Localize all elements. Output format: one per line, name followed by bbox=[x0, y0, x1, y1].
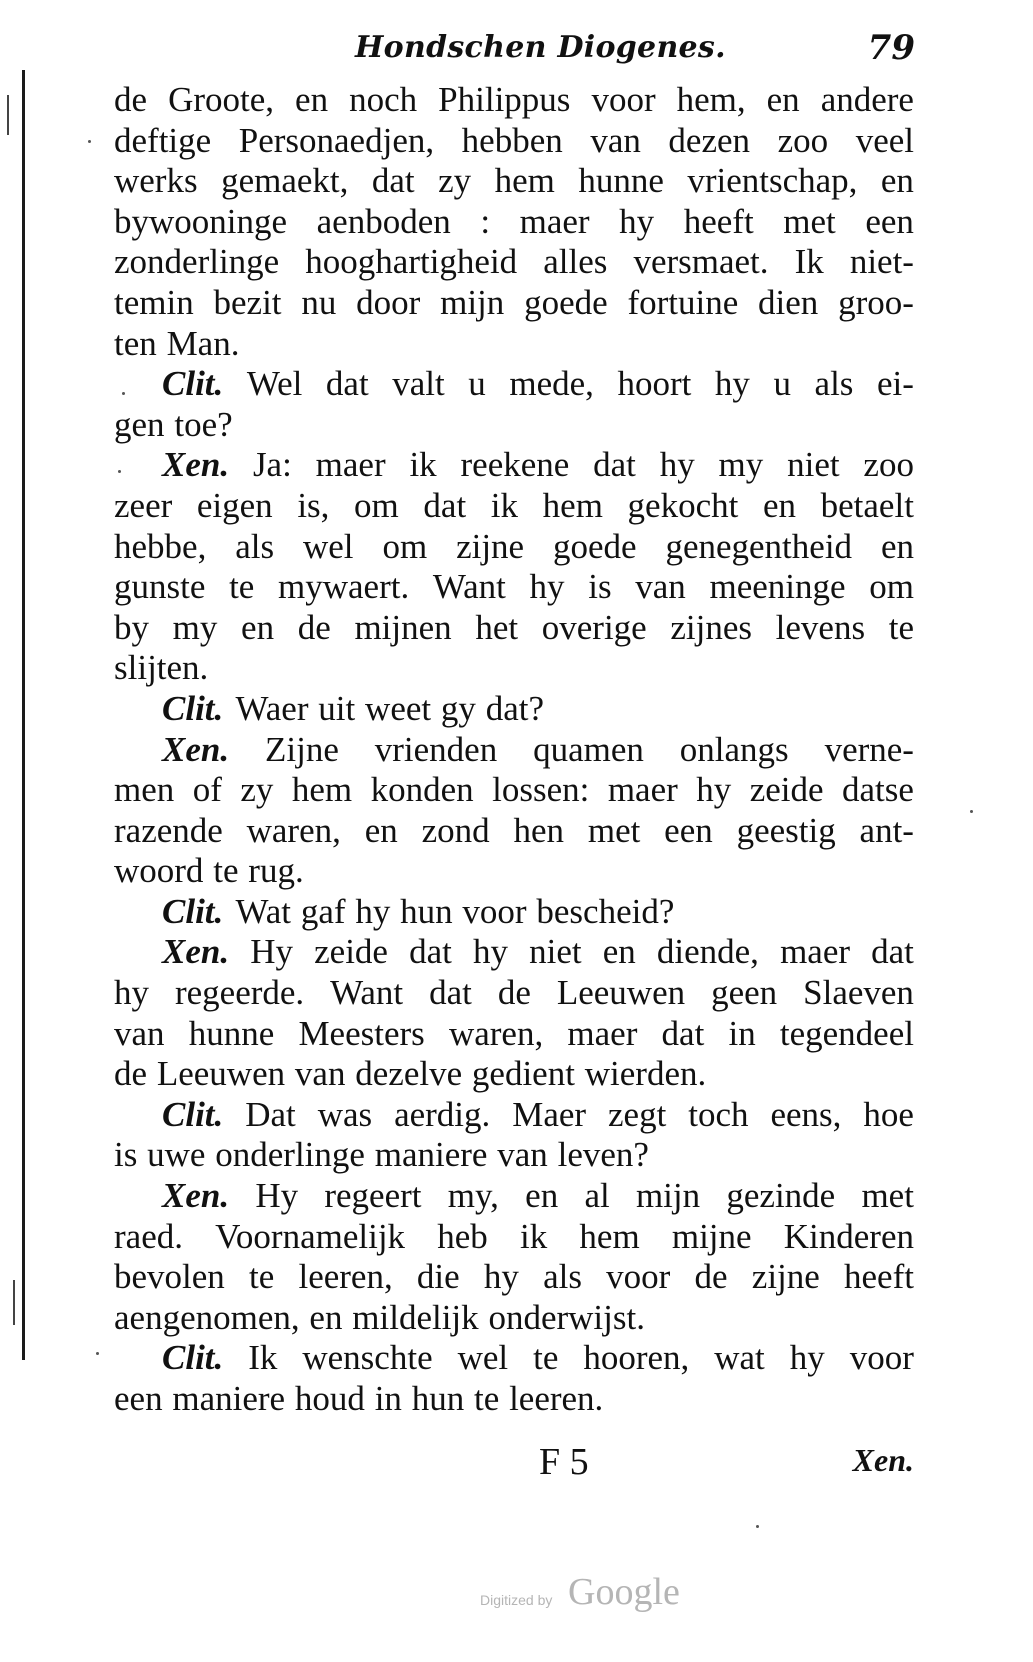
word: gen bbox=[114, 404, 165, 444]
word: Philippus bbox=[438, 80, 571, 119]
word: van bbox=[294, 1054, 346, 1094]
watermark-brand: Google bbox=[568, 1571, 680, 1613]
word: zeer bbox=[114, 485, 173, 525]
word: om bbox=[869, 567, 914, 607]
word: maer bbox=[607, 770, 678, 810]
word: een bbox=[114, 1379, 163, 1418]
speaker-label: Clit. bbox=[162, 891, 224, 931]
word: hunne bbox=[188, 1013, 275, 1053]
word: hy bbox=[696, 770, 732, 810]
word: ik bbox=[519, 1216, 548, 1256]
word: of bbox=[192, 770, 222, 810]
word: zeide bbox=[749, 770, 824, 810]
word: fortuine bbox=[627, 282, 739, 322]
speaker-label: Clit. bbox=[162, 364, 224, 404]
word: hy bbox=[114, 973, 149, 1013]
word: Dat bbox=[245, 1094, 296, 1134]
print-speck bbox=[122, 392, 125, 395]
word: de bbox=[297, 607, 331, 647]
word: geen bbox=[711, 973, 778, 1013]
word: valt bbox=[392, 364, 445, 404]
word: maer bbox=[519, 201, 590, 241]
word: leven? bbox=[557, 1135, 649, 1175]
word: onlangs bbox=[679, 729, 789, 769]
word: wat bbox=[714, 1338, 765, 1378]
word: met bbox=[861, 1176, 914, 1216]
word: Hy bbox=[250, 932, 294, 972]
word: niet bbox=[529, 932, 582, 972]
word: in bbox=[728, 1013, 756, 1053]
word: maniere bbox=[172, 1379, 286, 1418]
word: voor bbox=[606, 1257, 671, 1297]
word: gunste bbox=[114, 567, 206, 607]
word: tegendeel bbox=[779, 1013, 914, 1053]
word: met bbox=[783, 201, 836, 241]
word: een bbox=[865, 201, 914, 241]
word: mywaert. bbox=[278, 567, 410, 607]
word: voor bbox=[591, 80, 656, 119]
word: hebben bbox=[461, 120, 563, 160]
word: het bbox=[475, 607, 519, 647]
word: van bbox=[497, 1135, 548, 1175]
word: en bbox=[880, 161, 914, 201]
word: dezen bbox=[668, 120, 751, 160]
word: overige bbox=[541, 607, 647, 647]
word: en bbox=[602, 932, 636, 972]
word: weet bbox=[365, 688, 432, 728]
word: groo- bbox=[838, 282, 914, 322]
word: maer bbox=[315, 445, 386, 485]
text-line bbox=[114, 811, 914, 852]
word: Meesters bbox=[298, 1013, 425, 1053]
word: als bbox=[235, 526, 275, 566]
word: leeren, bbox=[298, 1257, 393, 1297]
word: razende bbox=[114, 810, 223, 850]
page-number: 79 bbox=[867, 28, 915, 68]
text-line bbox=[114, 80, 914, 121]
word: mildelijk bbox=[352, 1297, 479, 1337]
word: heeft bbox=[844, 1257, 914, 1297]
word: dezelve bbox=[355, 1054, 463, 1094]
word: Waer bbox=[235, 688, 309, 728]
word: betaelt bbox=[820, 485, 914, 525]
word: hooren, bbox=[583, 1338, 690, 1378]
text-line bbox=[114, 1135, 914, 1176]
word: hem bbox=[542, 485, 603, 525]
text-line bbox=[114, 689, 914, 730]
word: ik bbox=[490, 485, 519, 525]
word: dat bbox=[429, 973, 472, 1013]
word: een bbox=[664, 810, 713, 850]
word: Groote, bbox=[168, 80, 275, 119]
word: verne- bbox=[824, 729, 914, 769]
word: is, bbox=[297, 485, 330, 525]
text-line bbox=[114, 486, 914, 527]
speaker-label: Xen. bbox=[162, 932, 230, 972]
word: hy bbox=[789, 1338, 825, 1378]
word: vrientschap, bbox=[687, 161, 858, 201]
word: Want bbox=[432, 567, 506, 607]
word: en bbox=[766, 80, 800, 119]
word: my bbox=[718, 445, 764, 485]
word: te bbox=[533, 1338, 559, 1378]
word: Wel bbox=[246, 364, 303, 404]
word: hun bbox=[411, 1379, 465, 1418]
word: Wat bbox=[235, 891, 292, 931]
word: in bbox=[374, 1379, 402, 1418]
word: versmaet. bbox=[633, 242, 769, 282]
word: de bbox=[694, 1257, 728, 1297]
word: raed. bbox=[114, 1216, 183, 1256]
word: leeren. bbox=[509, 1379, 604, 1418]
word: de bbox=[497, 973, 531, 1013]
word: de bbox=[114, 1054, 148, 1094]
word: van bbox=[590, 120, 641, 160]
word: Maer bbox=[512, 1094, 587, 1134]
word: eens, bbox=[770, 1094, 842, 1134]
word: werks bbox=[114, 161, 198, 201]
word: hy bbox=[659, 445, 695, 485]
text-line bbox=[114, 445, 914, 486]
word: te bbox=[213, 851, 239, 891]
word: zoo bbox=[777, 120, 829, 160]
word: vrienden bbox=[374, 729, 498, 769]
word: u bbox=[468, 364, 486, 404]
word: om bbox=[354, 485, 399, 525]
word: zijne bbox=[456, 526, 525, 566]
word: zeide bbox=[314, 932, 388, 972]
body-text bbox=[114, 80, 914, 1420]
word: is bbox=[114, 1135, 138, 1175]
word: van bbox=[635, 567, 686, 607]
word: toch bbox=[688, 1094, 749, 1134]
word: wenschte bbox=[302, 1338, 433, 1378]
word: ant- bbox=[859, 810, 914, 850]
text-line bbox=[114, 283, 914, 324]
word: dat bbox=[371, 161, 415, 201]
word: Zijne bbox=[265, 729, 339, 769]
text-line bbox=[114, 202, 914, 243]
word: die bbox=[416, 1257, 460, 1297]
word: rug. bbox=[248, 851, 304, 891]
word: bescheid? bbox=[536, 891, 675, 931]
speaker-label: Clit. bbox=[162, 1338, 224, 1378]
word: regeert bbox=[324, 1176, 422, 1216]
word: eigen bbox=[196, 485, 273, 525]
text-line bbox=[114, 242, 914, 283]
word: : bbox=[480, 201, 491, 241]
word: ei- bbox=[876, 364, 914, 404]
text-line bbox=[114, 121, 914, 162]
word: zijne bbox=[751, 1257, 820, 1297]
watermark-prefix: Digitized by bbox=[480, 1592, 553, 1608]
page-header bbox=[355, 22, 915, 76]
word: reekene bbox=[460, 445, 570, 485]
word: goede bbox=[552, 526, 637, 566]
print-speck bbox=[118, 470, 121, 473]
word: slijten. bbox=[114, 648, 209, 688]
word: hunne bbox=[578, 161, 664, 201]
word: deftige bbox=[114, 120, 212, 160]
word: lossen: bbox=[492, 770, 590, 810]
word: quamen bbox=[533, 729, 644, 769]
word: was bbox=[317, 1094, 373, 1134]
page-edge-mark bbox=[7, 95, 9, 135]
word: hy bbox=[472, 932, 508, 972]
word: en bbox=[241, 607, 275, 647]
text-line bbox=[114, 1217, 914, 1258]
speaker-label: Xen. bbox=[162, 729, 230, 769]
word: noch bbox=[349, 80, 418, 119]
word: hem, bbox=[676, 80, 746, 119]
word: bezit bbox=[213, 282, 282, 322]
word: niet bbox=[787, 445, 840, 485]
word: voor bbox=[849, 1338, 914, 1378]
word: mede, bbox=[509, 364, 594, 404]
word: aerdig. bbox=[394, 1094, 491, 1134]
word: mijn bbox=[635, 1176, 701, 1216]
text-line bbox=[114, 932, 914, 973]
signature-mark: F 5 bbox=[539, 1441, 589, 1483]
print-speck bbox=[88, 140, 91, 143]
text-line bbox=[114, 608, 914, 649]
text-line bbox=[114, 770, 914, 811]
word: dat bbox=[423, 485, 467, 525]
word: gekocht bbox=[627, 485, 739, 525]
word: dat bbox=[661, 1013, 705, 1053]
word: Hy bbox=[255, 1176, 299, 1216]
word: by bbox=[114, 607, 149, 647]
word: gaf bbox=[300, 891, 346, 931]
word: niet- bbox=[849, 242, 914, 282]
word: my, bbox=[447, 1176, 499, 1216]
word: van bbox=[114, 1013, 165, 1053]
word: regeerde. bbox=[174, 973, 305, 1013]
text-line bbox=[114, 973, 914, 1014]
word: andere bbox=[820, 80, 914, 119]
word: nu bbox=[301, 282, 337, 322]
word: dat? bbox=[485, 688, 545, 728]
word: en bbox=[364, 810, 398, 850]
word: temin bbox=[114, 282, 194, 322]
word: hen bbox=[513, 810, 565, 850]
word: dat bbox=[325, 364, 369, 404]
word: wierden. bbox=[584, 1054, 707, 1094]
word: geestig bbox=[736, 810, 836, 850]
word: houd bbox=[294, 1379, 365, 1418]
word: mijnen bbox=[354, 607, 452, 647]
word: te bbox=[888, 607, 914, 647]
text-line bbox=[114, 1379, 914, 1420]
word: aengenomen, bbox=[114, 1297, 300, 1337]
word: hoe bbox=[863, 1094, 914, 1134]
word: en bbox=[762, 485, 797, 525]
word: te bbox=[249, 1257, 275, 1297]
word: en bbox=[880, 526, 914, 566]
word: gedient bbox=[471, 1054, 575, 1094]
word: zijnes bbox=[670, 607, 752, 647]
word: Want bbox=[330, 973, 404, 1013]
word: Leeuwen bbox=[156, 1054, 286, 1094]
word: hooghartigheid bbox=[305, 242, 518, 282]
word: bevolen bbox=[114, 1257, 225, 1297]
word: dat bbox=[871, 932, 914, 972]
word: bywooninge bbox=[114, 201, 288, 241]
word: hy bbox=[619, 201, 655, 241]
speaker-label: Xen. bbox=[162, 1176, 230, 1216]
word: te bbox=[474, 1379, 500, 1418]
word: Ik bbox=[794, 242, 824, 282]
word: is bbox=[588, 567, 612, 607]
word: zoo bbox=[863, 445, 914, 485]
word: hebbe, bbox=[114, 526, 207, 566]
word: wel bbox=[457, 1338, 509, 1378]
word: door bbox=[356, 282, 421, 322]
word: dat bbox=[593, 445, 636, 485]
text-line bbox=[114, 324, 914, 365]
text-line bbox=[114, 892, 914, 933]
text-line bbox=[114, 364, 914, 405]
word: aenboden bbox=[316, 201, 451, 241]
word: zy bbox=[240, 770, 274, 810]
word: uwe bbox=[147, 1135, 206, 1175]
word: my bbox=[172, 607, 218, 647]
word: zond bbox=[421, 810, 490, 850]
word: gy bbox=[440, 688, 476, 728]
word: voor bbox=[462, 891, 527, 931]
word: en bbox=[295, 80, 329, 119]
word: als bbox=[543, 1257, 582, 1297]
word: diende, bbox=[656, 932, 759, 972]
word: gezinde bbox=[726, 1176, 836, 1216]
word: zegt bbox=[608, 1094, 667, 1134]
text-line bbox=[114, 1257, 914, 1298]
word: hy bbox=[483, 1257, 519, 1297]
word: hoort bbox=[617, 364, 692, 404]
print-speck bbox=[96, 1352, 99, 1355]
text-line bbox=[114, 851, 914, 892]
word: woord bbox=[114, 851, 204, 891]
text-line bbox=[114, 730, 914, 771]
word: hy bbox=[714, 364, 750, 404]
word: toe? bbox=[174, 404, 233, 444]
word: alles bbox=[543, 242, 608, 282]
word: onderwijst. bbox=[488, 1297, 645, 1337]
print-speck bbox=[756, 1525, 759, 1528]
page-edge-shadow bbox=[22, 70, 25, 1360]
word: zonderlinge bbox=[114, 242, 280, 282]
word: hy bbox=[355, 891, 391, 931]
page-edge-mark bbox=[13, 1280, 15, 1325]
word: ten bbox=[114, 323, 157, 363]
text-line bbox=[114, 1298, 914, 1339]
text-line bbox=[114, 1338, 914, 1379]
text-line bbox=[114, 527, 914, 568]
word: Personaedjen, bbox=[238, 120, 435, 160]
word: Leeuwen bbox=[556, 973, 686, 1013]
word: onderlinge bbox=[215, 1135, 365, 1175]
word: maer bbox=[567, 1013, 638, 1053]
word: mijn bbox=[440, 282, 505, 322]
text-line bbox=[114, 1176, 914, 1217]
word: Slaeven bbox=[803, 973, 914, 1013]
text-line bbox=[114, 567, 914, 608]
word: datse bbox=[842, 770, 914, 810]
word: veel bbox=[855, 120, 914, 160]
word: konden bbox=[370, 770, 474, 810]
word: als bbox=[814, 364, 854, 404]
word: Man. bbox=[166, 323, 240, 363]
word: al bbox=[584, 1176, 610, 1216]
word: wel bbox=[303, 526, 354, 566]
word: hun bbox=[400, 891, 453, 931]
word: waren, bbox=[246, 810, 341, 850]
text-line bbox=[114, 1054, 914, 1095]
digitization-watermark bbox=[480, 1570, 720, 1620]
word: met bbox=[587, 810, 641, 850]
word: hy bbox=[529, 567, 565, 607]
word: hem bbox=[494, 161, 555, 201]
word: Ja: bbox=[252, 445, 292, 485]
catchword: Xen. bbox=[852, 1442, 914, 1478]
text-line bbox=[114, 1095, 914, 1136]
word: mijne bbox=[671, 1216, 752, 1256]
text-line bbox=[114, 1014, 914, 1055]
word: goede bbox=[524, 282, 608, 322]
word: hem bbox=[579, 1216, 640, 1256]
word: te bbox=[229, 567, 255, 607]
speaker-label: Clit. bbox=[162, 688, 224, 728]
speaker-label: Xen. bbox=[162, 445, 230, 485]
word: maniere bbox=[374, 1135, 488, 1175]
word: meeninge bbox=[709, 567, 846, 607]
word: men bbox=[114, 770, 175, 810]
speaker-label: Clit. bbox=[162, 1094, 224, 1134]
word: gemaekt, bbox=[221, 161, 349, 201]
word: dat bbox=[409, 932, 452, 972]
print-speck bbox=[970, 810, 973, 813]
word: maer bbox=[780, 932, 851, 972]
word: heb bbox=[437, 1216, 488, 1256]
word: dien bbox=[758, 282, 819, 322]
running-head: Hondschen Diogenes. bbox=[355, 30, 726, 65]
word: genegentheid bbox=[665, 526, 853, 566]
word: waren, bbox=[448, 1013, 544, 1053]
word: de bbox=[114, 80, 148, 119]
page-footer bbox=[114, 1440, 914, 1490]
word: Voornamelijk bbox=[215, 1216, 406, 1256]
word: om bbox=[382, 526, 428, 566]
word: Ik bbox=[248, 1338, 278, 1378]
word: u bbox=[773, 364, 791, 404]
word: heeft bbox=[683, 201, 754, 241]
word: en bbox=[309, 1297, 343, 1337]
text-line bbox=[114, 648, 914, 689]
text-line bbox=[114, 161, 914, 202]
word: uit bbox=[318, 688, 356, 728]
word: ik bbox=[409, 445, 437, 485]
word: zy bbox=[438, 161, 472, 201]
text-line bbox=[114, 405, 914, 446]
word: hem bbox=[291, 770, 353, 810]
word: levens bbox=[775, 607, 866, 647]
word: Kinderen bbox=[783, 1216, 914, 1256]
word: en bbox=[525, 1176, 559, 1216]
